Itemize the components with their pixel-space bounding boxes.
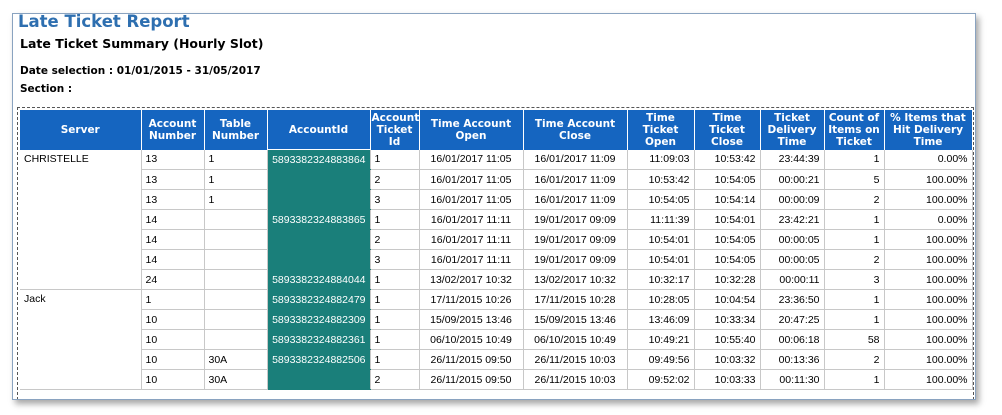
cell-account-id	[267, 190, 370, 210]
table-row	[20, 210, 972, 230]
cell-time-ticket-open: 13:46:09	[627, 310, 694, 330]
cell-pct-hit: 100.00%	[884, 310, 972, 330]
col-header-ticket-delivery-time[interactable]: Ticket Delivery Time	[760, 110, 824, 150]
cell-delivery-time: 20:47:25	[760, 310, 824, 330]
table-row	[20, 270, 972, 290]
cell-ticket-id: 3	[370, 190, 419, 210]
cell-pct-hit: 100.00%	[884, 230, 972, 250]
cell-time-ticket-close: 10:03:33	[694, 370, 760, 390]
cell-ticket-id: 1	[370, 210, 419, 230]
cell-count-items: 58	[824, 330, 884, 350]
cell-ticket-id: 1	[370, 350, 419, 370]
report-subtitle: Late Ticket Summary (Hourly Slot)	[20, 36, 264, 51]
cell-time-account-close: 19/01/2017 09:09	[523, 230, 627, 250]
cell-time-account-open: 16/01/2017 11:11	[419, 210, 523, 230]
col-header-account-id[interactable]: AccountId	[267, 110, 370, 150]
cell-account-number: 1	[141, 290, 204, 310]
cell-time-ticket-open: 10:54:05	[627, 190, 694, 210]
cell-table-number: 1	[204, 150, 267, 170]
col-header-server[interactable]: Server	[20, 110, 141, 150]
cell-delivery-time: 00:06:18	[760, 330, 824, 350]
cell-time-ticket-close: 10:53:42	[694, 150, 760, 170]
col-header-time-account-close[interactable]: Time Account Close	[523, 110, 627, 150]
cell-pct-hit: 100.00%	[884, 290, 972, 310]
cell-ticket-id: 2	[370, 170, 419, 190]
cell-time-ticket-open: 10:28:05	[627, 290, 694, 310]
cell-time-ticket-close: 10:54:05	[694, 250, 760, 270]
cell-count-items: 1	[824, 290, 884, 310]
cell-time-account-open: 16/01/2017 11:05	[419, 170, 523, 190]
cell-count-items: 2	[824, 190, 884, 210]
cell-table-number: 30A	[204, 350, 267, 370]
cell-pct-hit: 100.00%	[884, 330, 972, 350]
cell-pct-hit: 100.00%	[884, 170, 972, 190]
cell-account-id: 5893382324882506	[267, 350, 370, 370]
late-ticket-table	[20, 110, 973, 390]
cell-account-number: 13	[141, 170, 204, 190]
cell-time-account-open: 06/10/2015 10:49	[419, 330, 523, 350]
cell-account-number: 14	[141, 210, 204, 230]
report-title: Late Ticket Report	[18, 13, 190, 31]
cell-time-ticket-close: 10:54:05	[694, 230, 760, 250]
cell-time-ticket-close: 10:54:01	[694, 210, 760, 230]
cell-table-number	[204, 310, 267, 330]
cell-time-ticket-open: 10:54:01	[627, 250, 694, 270]
cell-ticket-id: 1	[370, 310, 419, 330]
cell-delivery-time: 23:42:21	[760, 210, 824, 230]
col-header-account-number[interactable]: Account Number	[141, 110, 204, 150]
cell-account-number: 10	[141, 350, 204, 370]
section-label: Section :	[20, 83, 73, 95]
table-row	[20, 150, 972, 170]
cell-account-id: 5893382324882361	[267, 330, 370, 350]
col-header-time-ticket-close[interactable]: Time Ticket Close	[694, 110, 760, 150]
table-row	[20, 370, 972, 390]
cell-table-number	[204, 330, 267, 350]
cell-ticket-id: 2	[370, 230, 419, 250]
cell-time-ticket-close: 10:55:40	[694, 330, 760, 350]
cell-time-account-close: 19/01/2017 09:09	[523, 210, 627, 230]
table-row	[20, 290, 972, 310]
cell-time-ticket-open: 09:52:02	[627, 370, 694, 390]
cell-account-id: 5893382324882479	[267, 290, 370, 310]
cell-delivery-time: 00:13:36	[760, 350, 824, 370]
cell-time-account-close: 16/01/2017 11:09	[523, 190, 627, 210]
cell-time-account-close: 13/02/2017 10:32	[523, 270, 627, 290]
cell-count-items: 3	[824, 270, 884, 290]
col-header-time-ticket-open[interactable]: Time Ticket Open	[627, 110, 694, 150]
cell-delivery-time: 00:00:21	[760, 170, 824, 190]
cell-table-number	[204, 230, 267, 250]
cell-ticket-id: 1	[370, 270, 419, 290]
cell-time-account-close: 15/09/2015 13:46	[523, 310, 627, 330]
cell-account-id: 5893382324884044	[267, 270, 370, 290]
table-row	[20, 310, 972, 330]
cell-count-items: 1	[824, 150, 884, 170]
col-header-pct-items-hit[interactable]: % Items that Hit Delivery Time	[884, 110, 972, 150]
cell-time-ticket-open: 10:53:42	[627, 170, 694, 190]
cell-count-items: 2	[824, 250, 884, 270]
cell-delivery-time: 00:00:05	[760, 250, 824, 270]
cell-time-account-open: 13/02/2017 10:32	[419, 270, 523, 290]
cell-pct-hit: 100.00%	[884, 350, 972, 370]
cell-time-account-open: 15/09/2015 13:46	[419, 310, 523, 330]
cell-account-id	[267, 370, 370, 390]
cell-ticket-id: 1	[370, 290, 419, 310]
cell-ticket-id: 1	[370, 150, 419, 170]
table-body	[20, 150, 972, 390]
cell-account-number: 10	[141, 330, 204, 350]
cell-time-account-open: 26/11/2015 09:50	[419, 350, 523, 370]
cell-pct-hit: 100.00%	[884, 370, 972, 390]
cell-table-number: 1	[204, 190, 267, 210]
table-row	[20, 230, 972, 250]
cell-count-items: 2	[824, 350, 884, 370]
cell-time-ticket-close: 10:54:14	[694, 190, 760, 210]
cell-pct-hit: 100.00%	[884, 190, 972, 210]
cell-account-id: 5893382324883865	[267, 210, 370, 230]
cell-delivery-time: 23:44:39	[760, 150, 824, 170]
cell-account-number: 24	[141, 270, 204, 290]
cell-count-items: 5	[824, 170, 884, 190]
cell-pct-hit: 0.00%	[884, 210, 972, 230]
cell-delivery-time: 00:00:11	[760, 270, 824, 290]
cell-time-account-close: 16/01/2017 11:09	[523, 150, 627, 170]
cell-time-account-close: 26/11/2015 10:03	[523, 370, 627, 390]
cell-time-ticket-open: 11:09:03	[627, 150, 694, 170]
cell-pct-hit: 100.00%	[884, 270, 972, 290]
cell-delivery-time: 00:11:30	[760, 370, 824, 390]
cell-table-number	[204, 270, 267, 290]
cell-time-ticket-close: 10:32:28	[694, 270, 760, 290]
cell-ticket-id: 2	[370, 370, 419, 390]
cell-count-items: 1	[824, 310, 884, 330]
cell-account-number: 14	[141, 250, 204, 270]
cell-pct-hit: 100.00%	[884, 250, 972, 270]
cell-account-number: 14	[141, 230, 204, 250]
cell-time-account-open: 16/01/2017 11:05	[419, 150, 523, 170]
cell-server: CHRISTELLE	[20, 150, 141, 290]
cell-table-number	[204, 250, 267, 270]
cell-time-account-open: 16/01/2017 11:11	[419, 250, 523, 270]
cell-account-number: 10	[141, 370, 204, 390]
cell-time-account-open: 17/11/2015 10:26	[419, 290, 523, 310]
cell-delivery-time: 23:36:50	[760, 290, 824, 310]
cell-time-ticket-open: 10:49:21	[627, 330, 694, 350]
cell-count-items: 1	[824, 370, 884, 390]
cell-time-ticket-open: 10:54:01	[627, 230, 694, 250]
cell-account-id: 5893382324883864	[267, 150, 370, 170]
col-header-account-ticket-id[interactable]: Account Ticket Id	[371, 111, 420, 148]
cell-server: Jack	[20, 290, 141, 390]
table-row	[20, 330, 972, 350]
cell-account-id: 5893382324882309	[267, 310, 370, 330]
cell-time-ticket-close: 10:54:05	[694, 170, 760, 190]
cell-account-number: 10	[141, 310, 204, 330]
table-row	[20, 170, 972, 190]
cell-time-account-open: 16/01/2017 11:11	[419, 230, 523, 250]
cell-time-ticket-close: 10:33:34	[694, 310, 760, 330]
cell-ticket-id: 1	[370, 330, 419, 350]
cell-time-ticket-open: 10:32:17	[627, 270, 694, 290]
col-header-time-account-open[interactable]: Time Account Open	[419, 110, 523, 150]
cell-table-number	[204, 290, 267, 310]
cell-time-account-open: 26/11/2015 09:50	[419, 370, 523, 390]
header-row	[20, 110, 972, 150]
cell-table-number: 1	[204, 170, 267, 190]
cell-account-number: 13	[141, 190, 204, 210]
cell-time-account-close: 17/11/2015 10:28	[523, 290, 627, 310]
cell-time-account-close: 06/10/2015 10:49	[523, 330, 627, 350]
cell-account-id	[267, 230, 370, 250]
cell-time-account-close: 26/11/2015 10:03	[523, 350, 627, 370]
table-row	[20, 350, 972, 370]
col-header-count-items[interactable]: Count of Items on Ticket	[824, 110, 884, 150]
cell-ticket-id: 3	[370, 250, 419, 270]
cell-account-number: 13	[141, 150, 204, 170]
table-row	[20, 190, 972, 210]
cell-count-items: 1	[824, 210, 884, 230]
report-table-container	[17, 107, 974, 400]
report-viewer	[12, 13, 976, 400]
col-header-table-number[interactable]: Table Number	[204, 110, 267, 150]
cell-delivery-time: 00:00:05	[760, 230, 824, 250]
cell-count-items: 1	[824, 230, 884, 250]
cell-time-ticket-close: 10:03:32	[694, 350, 760, 370]
cell-pct-hit: 0.00%	[884, 150, 972, 170]
cell-time-ticket-open: 09:49:56	[627, 350, 694, 370]
table-row	[20, 250, 972, 270]
cell-table-number	[204, 210, 267, 230]
cell-time-account-close: 19/01/2017 09:09	[523, 250, 627, 270]
date-selection: Date selection : 01/01/2015 - 31/05/2017	[20, 65, 261, 77]
cell-time-ticket-open: 11:11:39	[627, 210, 694, 230]
cell-account-id	[267, 170, 370, 190]
cell-time-account-open: 16/01/2017 11:05	[419, 190, 523, 210]
cell-time-ticket-close: 10:04:54	[694, 290, 760, 310]
cell-time-account-close: 16/01/2017 11:09	[523, 170, 627, 190]
cell-account-id	[267, 250, 370, 270]
cell-table-number: 30A	[204, 370, 267, 390]
cell-delivery-time: 00:00:09	[760, 190, 824, 210]
